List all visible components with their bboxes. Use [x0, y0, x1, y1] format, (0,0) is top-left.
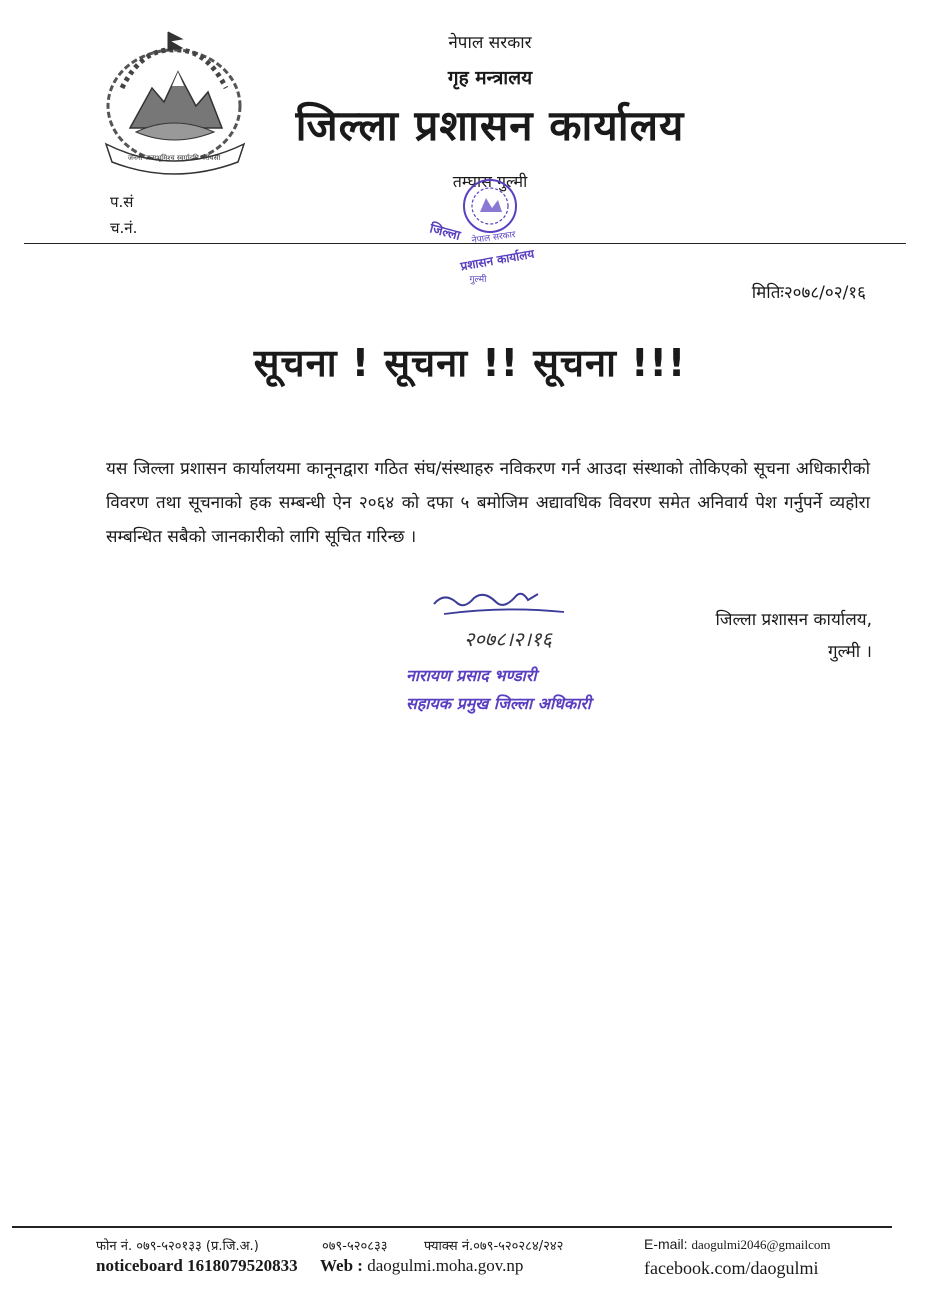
- office-name: जिल्ला प्रशासन कार्यालय: [295, 101, 685, 150]
- dispatch-number-label: च.नं.: [110, 219, 138, 237]
- issuer-block: [716, 604, 873, 668]
- issuer-district: गुल्मी ।: [828, 642, 872, 662]
- footer-web: [320, 1256, 523, 1276]
- handwritten-date: २०७८।२।१६: [464, 627, 552, 651]
- stamp-line-4: गुल्मी: [469, 275, 487, 285]
- office-stamp: [398, 178, 558, 290]
- footer-phone: फोन नं. ०७९-५२०१३३ (प्र.जि.अ.): [96, 1239, 259, 1254]
- notice-title: सूचना ! सूचना !! सूचना !!!: [253, 341, 687, 385]
- emblem-motto: जननी जन्मभूमिश्च स्वर्गादपि गरीयसी: [127, 154, 221, 162]
- web-address[interactable]: daogulmi.moha.gov.np: [367, 1256, 524, 1275]
- issuer-office: जिल्ला प्रशासन कार्यालय,: [715, 610, 872, 630]
- footer-divider: [12, 1226, 892, 1228]
- government-name: नेपाल सरकार: [448, 33, 532, 53]
- footer-noticeboard: noticeboard 1618079520833: [96, 1256, 298, 1275]
- reference-number-label: प.सं: [110, 193, 134, 211]
- signatory-name: नारायण प्रसाद भण्डारी: [406, 666, 537, 685]
- footer-email: [644, 1236, 831, 1253]
- web-label: Web :: [320, 1256, 363, 1275]
- stamp-line-3: प्रशासन कार्यालय: [459, 246, 536, 274]
- stamp-line-2: जिल्ला: [427, 221, 462, 244]
- email-label: E-mail:: [644, 1236, 688, 1252]
- email-address[interactable]: daogulmi2046@gmailcom: [691, 1237, 831, 1252]
- footer-phone-2: ०७९-५२०८३३: [322, 1239, 388, 1254]
- stamp-line-1: नेपाल सरकार: [471, 229, 517, 247]
- notice-body: यस जिल्ला प्रशासन कार्यालयमा कानूनद्वारा गठित संघ/संस्थाहरु नविकरण गर्न आउदा संस्थाको तोकिएको सूचना अधिकारीको विवरण तथा सूचनाको हक सम्बन्धी ऐन २०६४ को दफा ५ बमोजिम अद्यावधिक विवरण समेत अनिवार्य पेश गर्नुपर्ने व्यहोरा सम्बन्धित सबैको जानकारीको लागि सूचित गरिन्छ ।: [106, 459, 870, 547]
- footer-facebook[interactable]: facebook.com/daogulmi: [644, 1258, 819, 1278]
- office-location: तम्घास गुल्मी: [452, 172, 528, 191]
- footer-fax: फ्याक्स नं.०७९-५२०२८४/२४२: [424, 1239, 564, 1254]
- notice-date: मितिः२०७८/०२/१६: [751, 283, 866, 303]
- signatory-title: सहायक प्रमुख जिल्ला अधिकारी: [406, 694, 592, 713]
- ministry-name: गृह मन्त्रालय: [447, 67, 533, 89]
